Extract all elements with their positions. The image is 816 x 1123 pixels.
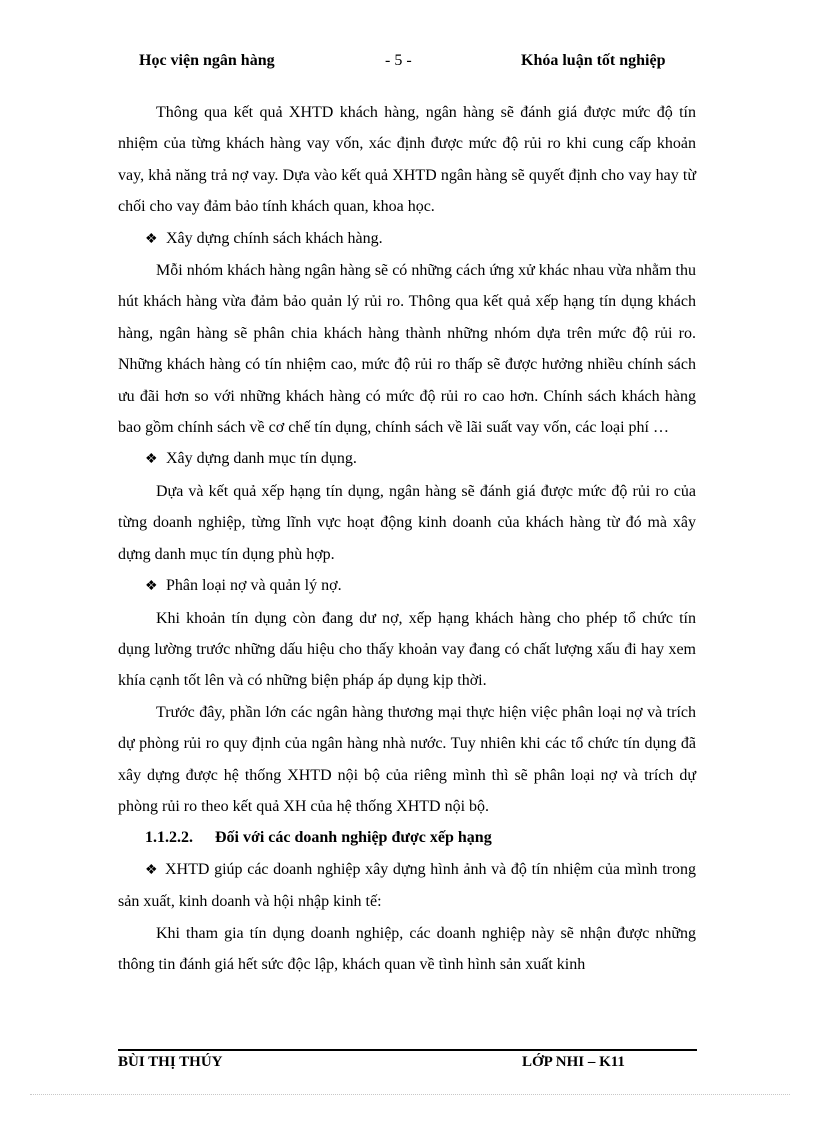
paragraph-4: Khi khoản tín dụng còn đang dư nợ, xếp hạng khách hàng cho phép tổ chức tín dụng lường trước những dấu hiệu cho thấy khoản vay đang có chất lượng xấu đi hay xem khía cạnh tốt lên và có những biện pháp áp dụng kịp thời. xyxy=(118,609,696,690)
bullet-text-3: Phân loại nợ và quản lý nợ. xyxy=(166,577,342,595)
paragraph-3: Dựa và kết quả xếp hạng tín dụng, ngân hàng sẽ đánh giá được mức độ rủi ro của từng doanh nghiệp, từng lĩnh vực hoạt động kinh doanh của khách hàng từ đó mà xây dựng danh mục tín dụng phù hợp. xyxy=(118,482,696,563)
document-body xyxy=(118,97,696,980)
bullet-item-3 xyxy=(118,570,696,602)
bullet-text-2: Xây dựng danh mục tín dụng. xyxy=(166,450,357,468)
section-heading xyxy=(118,822,696,853)
bullet-item-4 xyxy=(118,854,696,918)
paragraph-2: Mỗi nhóm khách hàng ngân hàng sẽ có những cách ứng xử khác nhau vừa nhằm thu hút khách hàng vừa đảm bảo quản lý rủi ro. Thông qua kết quả xếp hạng tín dụng khách hàng, ngân hàng sẽ phân chia khách hàng thành những nhóm dựa trên mức độ rủi ro. Những khách hàng có tín nhiệm cao, mức độ rủi ro thấp sẽ được hưởng nhiều chính sách ưu đãi hơn so với những khách hàng có mức độ rủi ro cao hơn. Chính sách khách hàng bao gồm chính sách về cơ chế tín dụng, chính sách về lãi suất vay vốn, các loại phí … xyxy=(118,262,696,437)
bullet-item-2 xyxy=(118,443,696,475)
bullet-text-1: Xây dựng chính sách khách hàng. xyxy=(166,229,383,247)
diamond-bullet-icon: ❖ xyxy=(145,862,158,878)
header-institution: Học viện ngân hàng xyxy=(139,52,275,69)
diamond-bullet-icon: ❖ xyxy=(145,579,158,595)
page-number: - 5 - xyxy=(385,52,412,69)
footer-rule xyxy=(118,1049,697,1051)
bullet-text-4: XHTD giúp các doanh nghiệp xây dựng hình ảnh và độ tín nhiệm của mình trong sản xuất, kinh doanh và hội nhập kinh tế: xyxy=(118,860,696,911)
section-title: Đối với các doanh nghiệp được xếp hạng xyxy=(215,829,492,847)
diamond-bullet-icon: ❖ xyxy=(145,231,158,247)
paragraph-6: Khi tham gia tín dụng doanh nghiệp, các doanh nghiệp này sẽ nhận được những thông tin đánh giá hết sức độc lập, khách quan về tình hình sản xuất kinh xyxy=(118,924,696,973)
section-number: 1.1.2.2. xyxy=(145,829,193,847)
header-doc-type: Khóa luận tốt nghiệp xyxy=(521,52,666,69)
footer-class: LỚP NHI – K11 xyxy=(522,1054,625,1070)
diamond-bullet-icon: ❖ xyxy=(145,452,158,468)
page-break-dots xyxy=(30,1094,790,1095)
paragraph-1: Thông qua kết quả XHTD khách hàng, ngân hàng sẽ đánh giá được mức độ tín nhiệm của từng khách hàng vay vốn, xác định được mức độ rủi ro khi cung cấp khoản vay, khả năng trả nợ vay. Dựa vào kết quả XHTD ngân hàng sẽ quyết định cho vay hay từ chối cho vay đảm bảo tính khách quan, khoa học. xyxy=(118,104,696,216)
paragraph-5: Trước đây, phần lớn các ngân hàng thương mại thực hiện việc phân loại nợ và trích dự phòng rủi ro quy định của ngân hàng nhà nước. Tuy nhiên khi các tổ chức tín dụng đã xây dựng được hệ thống XHTD nội bộ của riêng mình thì sẽ phân loại nợ và trích dự phòng rủi ro theo kết quả XH của hệ thống XHTD nội bộ. xyxy=(118,703,696,815)
footer-author: BÙI THỊ THÚY xyxy=(118,1054,223,1070)
bullet-item-1 xyxy=(118,223,696,255)
